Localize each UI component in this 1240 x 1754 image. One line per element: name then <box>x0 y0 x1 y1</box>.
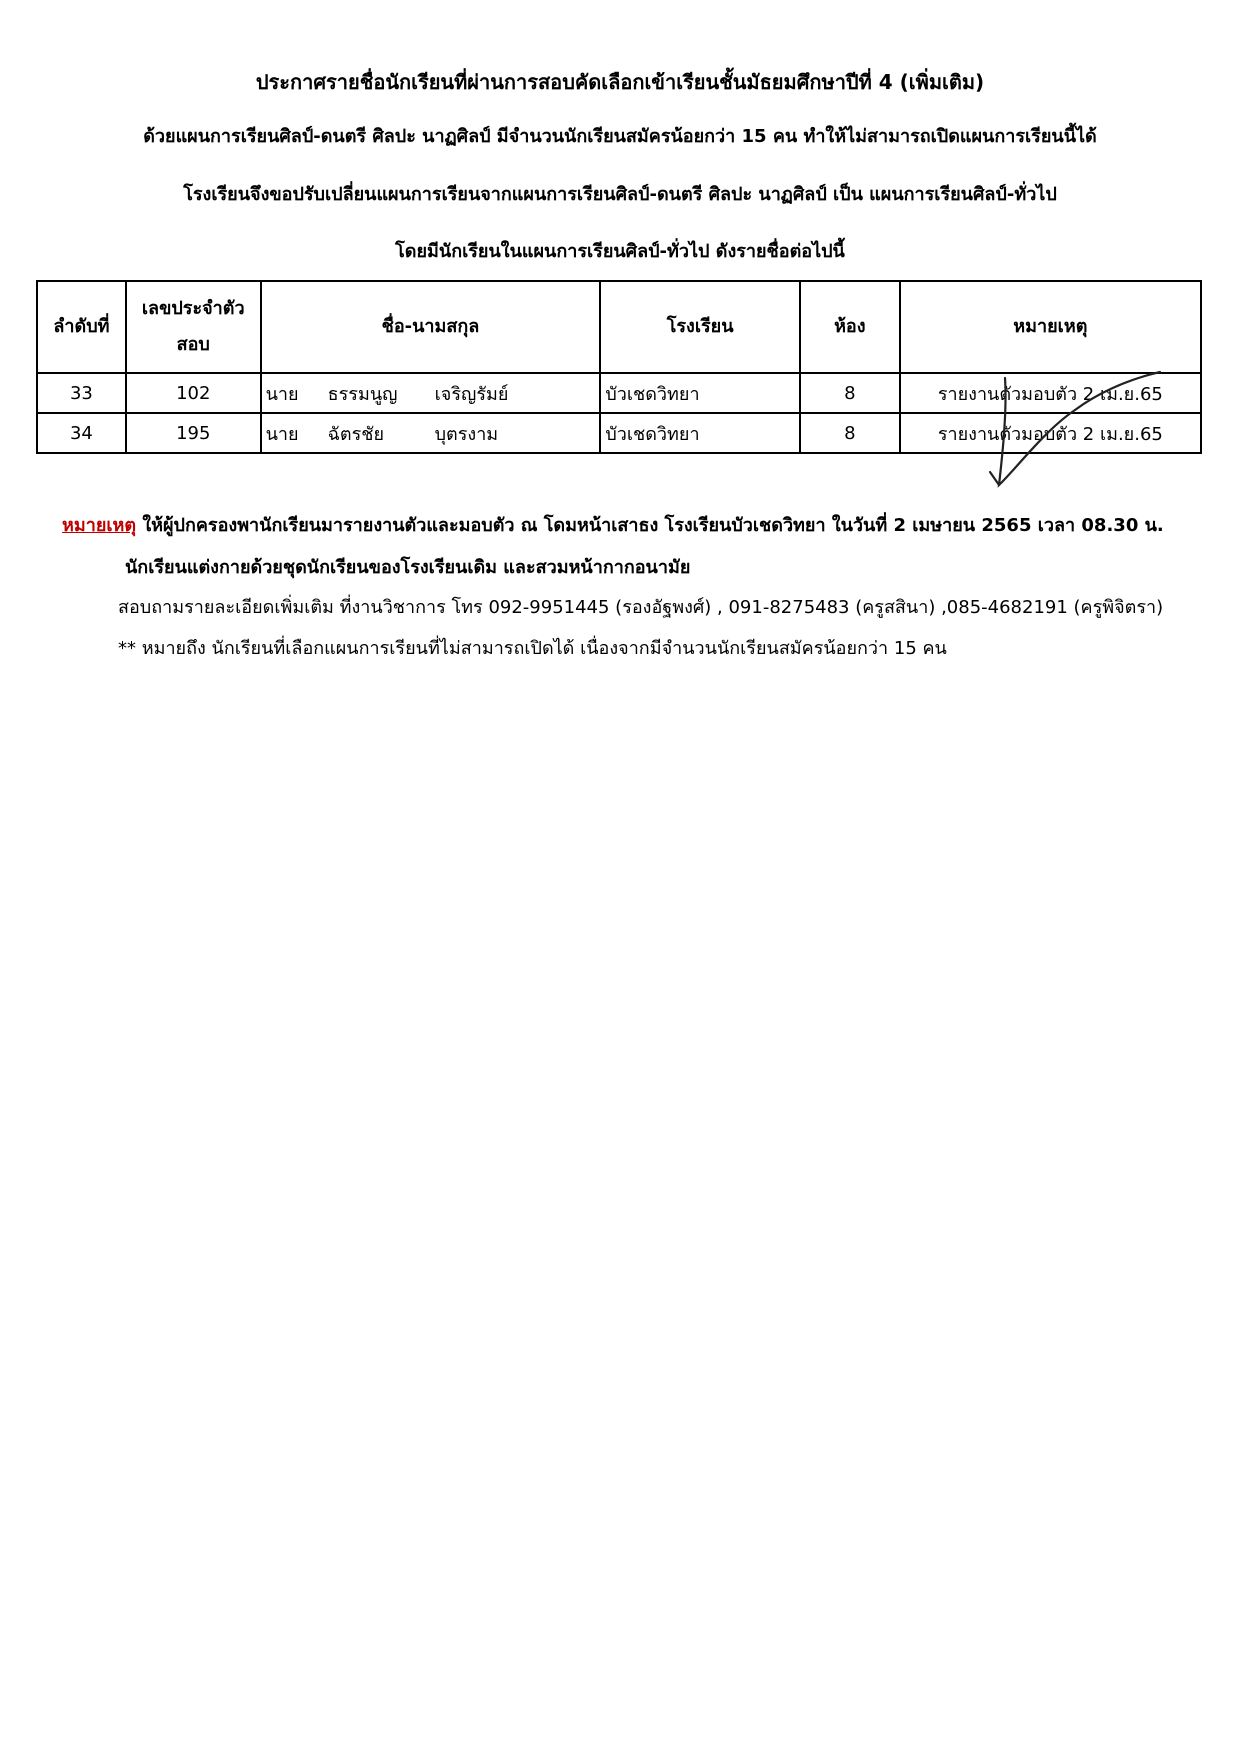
header-school: โรงเรียน <box>600 281 800 373</box>
name-prefix: นาย <box>265 423 299 445</box>
first-name: ธรรมนูญ <box>327 383 398 405</box>
cell-order: 34 <box>37 413 126 453</box>
cell-remark: รายงานตัวมอบตัว 2 เม.ย.65 <box>900 413 1201 453</box>
contact-info: สอบถามรายละเอียดเพิ่มเติม ที่งานวิชาการ โทร 092-9951445 (รองอัฐพงศ์) , 091-8275483 (ครูสสินา) ,085-4682191 (ครูพิจิตรา) <box>118 597 1164 618</box>
note-line-1-text: ให้ผู้ปกครองพานักเรียนมารายงานตัวและมอบตัว ณ โดมหน้าเสาธง โรงเรียนบัวเชดวิทยา ในวันที่ 2 เมษายน 2565 เวลา 08.30 น. <box>136 515 1164 536</box>
header-order: ลำดับที่ <box>37 281 126 373</box>
table-header-row <box>37 281 1201 373</box>
last-name: บุตรงาม <box>434 423 499 445</box>
header-remark: หมายเหตุ <box>900 281 1201 373</box>
header-exam-id <box>126 281 261 373</box>
header-exam-id-line2: สอบ <box>176 334 210 355</box>
name-prefix: นาย <box>265 383 299 405</box>
first-name: ฉัตรชัย <box>327 423 385 445</box>
cell-name <box>261 413 601 453</box>
cell-name <box>261 373 601 413</box>
footnote: ** หมายถึง นักเรียนที่เลือกแผนการเรียนที่ไม่สามารถเปิดได้ เนื่องจากมีจำนวนนักเรียนสมัครน้อยกว่า 15 คน <box>118 638 947 659</box>
note-line-1 <box>62 510 1164 539</box>
header-room: ห้อง <box>800 281 900 373</box>
cell-room: 8 <box>800 373 900 413</box>
student-table <box>36 280 1202 454</box>
cell-remark: รายงานตัวมอบตัว 2 เม.ย.65 <box>900 373 1201 413</box>
cell-room: 8 <box>800 413 900 453</box>
cell-exam-id: 195 <box>126 413 261 453</box>
announcement-title: ประกาศรายชื่อนักเรียนที่ผ่านการสอบคัดเลือกเข้าเรียนชั้นมัธยมศึกษาปีที่ 4 (เพิ่มเติม) <box>255 70 985 94</box>
announcement-line-4: โดยมีนักเรียนในแผนการเรียนศิลป์-ทั่วไป ดังรายชื่อต่อไปนี้ <box>395 241 845 262</box>
header-name: ชื่อ-นามสกุล <box>261 281 601 373</box>
announcement-line-2: ด้วยแผนการเรียนศิลป์-ดนตรี ศิลปะ นาฏศิลป์ มีจำนวนนักเรียนสมัครน้อยกว่า 15 คน ทำให้ไม่สามารถเปิดแผนการเรียนนี้ได้ <box>143 126 1097 147</box>
last-name: เจริญรัมย์ <box>434 383 509 405</box>
note-label: หมายเหตุ <box>62 515 137 536</box>
announcement-line-3: โรงเรียนจึงขอปรับเปลี่ยนแผนการเรียนจากแผนการเรียนศิลป์-ดนตรี ศิลปะ นาฏศิลป์ เป็น แผนการเรียนศิลป์-ทั่วไป <box>183 184 1057 205</box>
cell-exam-id: 102 <box>126 373 261 413</box>
table-row <box>37 413 1201 453</box>
table-row <box>37 373 1201 413</box>
note-line-2: นักเรียนแต่งกายด้วยชุดนักเรียนของโรงเรียนเดิม และสวมหน้ากากอนามัย <box>125 557 691 578</box>
cell-school: บัวเชดวิทยา <box>600 413 800 453</box>
cell-school: บัวเชดวิทยา <box>600 373 800 413</box>
header-exam-id-line1: เลขประจำตัว <box>141 298 245 319</box>
note-block <box>62 510 1164 578</box>
cell-order: 33 <box>37 373 126 413</box>
